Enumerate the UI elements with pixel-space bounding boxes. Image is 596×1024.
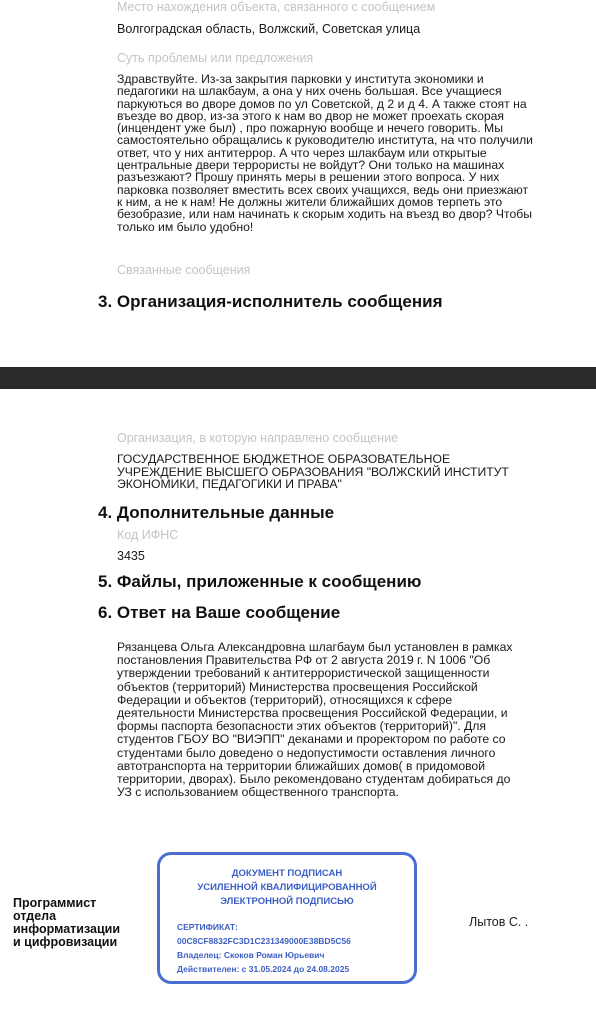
signer-position-line: и цифровизации [13,935,118,949]
answer-line: студентами было доведено о недопустимости оставления личного [117,745,496,760]
heading-executor-org: 3. Организация-исполнитель сообщения [98,292,443,311]
problem-line: центральные двери террористы не войдут? Они только на машинах [117,158,505,173]
problem-line: только им было удобно! [117,219,254,234]
heading-files: 5. Файлы, приложенные к сообщению [98,572,422,591]
signer-position [13,897,120,949]
signer-position-line: Программист [13,896,97,910]
signer-position-line: информатизации [13,922,121,936]
answer-line: объектов (территорий) Министерства просвещения Российской [117,679,478,694]
page-divider [0,367,596,389]
problem-line: к ним, а не к нам! Не должны жители ближайших домов терпеть это [117,194,503,209]
answer-line: автотранспорта на территории ближайших домов( в придомовой [117,758,486,773]
signer-position-line: отдела [13,909,57,923]
problem-line: парковка позволяет вместить всех своих учащихся, ведь они приезжают [117,182,529,197]
problem-label: Суть проблемы или предложения [117,51,314,65]
answer-line: утверждении требований к антитеррористической защищенности [117,666,490,681]
org-line: УЧРЕЖДЕНИЕ ВЫСШЕГО ОБРАЗОВАНИЯ "ВОЛЖСКИЙ ИНСТИТУТ [117,464,509,479]
problem-line: въезде во двор, из-за этого к нам во двор не может проехать скорая [117,108,505,123]
related-label: Связанные сообщения [117,263,251,277]
org-label: Организация, в которую направлено сообщение [117,431,399,445]
e-signature-stamp [157,852,417,984]
signer-name: Лытов С. . [469,915,529,929]
org-name [117,453,509,491]
problem-line: педагогики на шлакбаум, а она у них очень большая. Все учащиеся [117,84,502,99]
answer-line: постановления Правительства РФ от 2 августа 2019 г. N 1006 "Об [117,653,491,668]
answer-line: Рязанцева Ольга Александровна шлагбаум был установлен в рамках [117,640,513,654]
problem-line: самостоятельно обращались к руководителю института, на что получили [117,133,533,148]
problem-line: Здравствуйте. Из-за закрытия парковки у института экономики и [117,72,484,86]
answer-line: УЗ с использованием общественного транспорта. [117,785,399,800]
stamp-title-line: УСИЛЕННОЙ КВАЛИФИЦИРОВАННОЙ [197,882,377,893]
location-value: Волгоградская область, Волжский, Советская улица [117,22,421,36]
stamp-cert-label: СЕРТИФИКАТ: [177,922,238,932]
org-line: ЭКОНОМИКИ, ПЕДАГОГИКИ И ПРАВА" [117,477,342,491]
answer-line: Федерации и объектов (территорий), относящихся к сфере [117,692,453,707]
org-line: ГОСУДАРСТВЕННОЕ БЮДЖЕТНОЕ ОБРАЗОВАТЕЛЬНОЕ [117,452,451,466]
stamp-title-line: ЭЛЕКТРОННОЙ ПОДПИСЬЮ [220,896,354,907]
ifns-label: Код ИФНС [117,528,179,542]
answer-line: студентов ГБОУ ВО "ВИЭПП" деканами и проректором по работе со [117,732,506,747]
stamp-cert-number: 00C8CF8832FC3D1C231349000E38BD5C56 [177,936,351,946]
answer-line: территории, дворах). Было рекомендовано студентам добираться до [117,772,511,787]
problem-line: ответ, что у них антитеррор. А что через шлакбаум или открытые [117,145,487,160]
answer-line: формы паспорта безопасности этих объектов (территорий)". Для [117,719,487,734]
stamp-valid: Действителен: с 31.05.2024 до 24.08.2025 [177,964,350,974]
problem-line: паркуються во дворе домов по ул Советской, д 2 и д 4. А также стоят на [117,96,527,111]
answer-text [117,641,512,799]
stamp-owner: Владелец: Скоков Роман Юрьевич [177,950,325,960]
stamp-title-line: ДОКУМЕНТ ПОДПИСАН [231,868,343,879]
answer-line: деятельности Министерства просвещения Российской Федерации, и [117,706,508,721]
problem-line: разъезжают? Прошу принять меры в решении этого вопроса. У них [117,170,500,185]
heading-answer: 6. Ответ на Ваше сообщение [98,603,341,622]
problem-line: (инцендент уже был) , про пожарную вообще и нечего говорить. Мы [117,121,503,136]
location-label: Место нахождения объекта, связанного с сообщением [117,0,436,14]
problem-text [117,73,533,233]
heading-additional-data: 4. Дополнительные данные [98,503,335,522]
ifns-value: 3435 [117,549,145,563]
problem-line: безобразие, или нам начинать к скорым ходить на въезд во двор? Чтобы [117,207,533,222]
